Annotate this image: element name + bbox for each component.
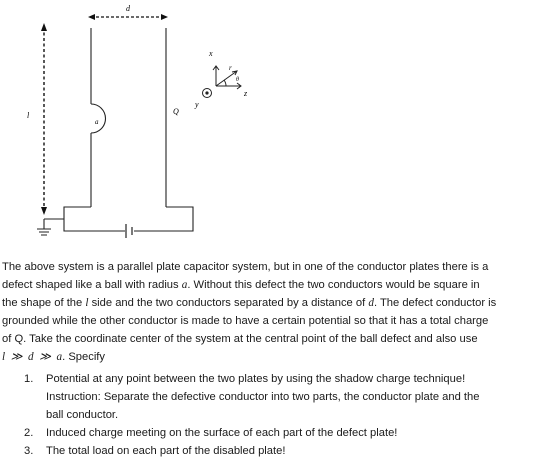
item-text: Potential at any point between the two plates by using the shadow charge technique! — [46, 373, 466, 385]
var-d: d — [368, 297, 374, 309]
circuit-wiring — [44, 207, 193, 231]
para-text: . The defect conductor is — [373, 297, 497, 309]
para-text: defect shaped like a ball with radius — [2, 279, 182, 291]
item-text: ball conductor. — [46, 409, 119, 421]
item-text: The total load on each part of the disabled plate! — [46, 445, 286, 457]
inequality-math: l ≫ d ≫ a — [2, 351, 63, 363]
label-r: r — [229, 64, 232, 72]
var-a: a — [181, 279, 188, 291]
var-l: l — [85, 297, 89, 309]
label-x: x — [209, 49, 213, 58]
label-z: z — [244, 89, 248, 98]
label-Q: Q — [173, 107, 179, 116]
label-y: y — [195, 100, 199, 109]
item-text: Induced charge meeting on the surface of each part of the defect plate! — [46, 427, 398, 439]
para-line-1: The above system is a parallel plate capacitor system, but in one of the conductor plates there is a — [2, 261, 489, 273]
para-line-6 — [2, 348, 547, 366]
para-text: . Specify — [62, 351, 106, 363]
out-of-page-dot — [205, 91, 208, 94]
para-line-2 — [2, 276, 547, 294]
l-dimension-arrow — [41, 23, 47, 215]
label-l: l — [27, 111, 30, 120]
d-dimension-arrow — [88, 14, 168, 20]
para-line-3 — [2, 294, 547, 312]
para-text: the shape of the — [2, 297, 86, 309]
item-text: Instruction: Separate the defective conductor into two parts, the conductor plate and the — [46, 391, 480, 403]
item-number: 1. — [24, 373, 34, 385]
para-text: side and the two conductors separated by a distance of — [88, 297, 369, 309]
label-d: d — [126, 4, 130, 13]
label-a: a — [95, 118, 99, 126]
label-theta: θ — [236, 77, 239, 83]
para-line-4: grounded while the other conductor is made to have a certain potential so that it has a total charge — [2, 315, 489, 327]
para-text: . Without this defect the two conductors would be square in — [187, 279, 480, 291]
para-line-5: of Q. Take the coordinate center of the system at the central point of the ball defect and also use — [2, 333, 478, 345]
battery-icon — [126, 224, 132, 238]
problem-paragraph — [2, 258, 547, 366]
ground-icon — [37, 229, 51, 235]
item-number: 3. — [24, 445, 34, 457]
item-number: 2. — [24, 427, 34, 439]
